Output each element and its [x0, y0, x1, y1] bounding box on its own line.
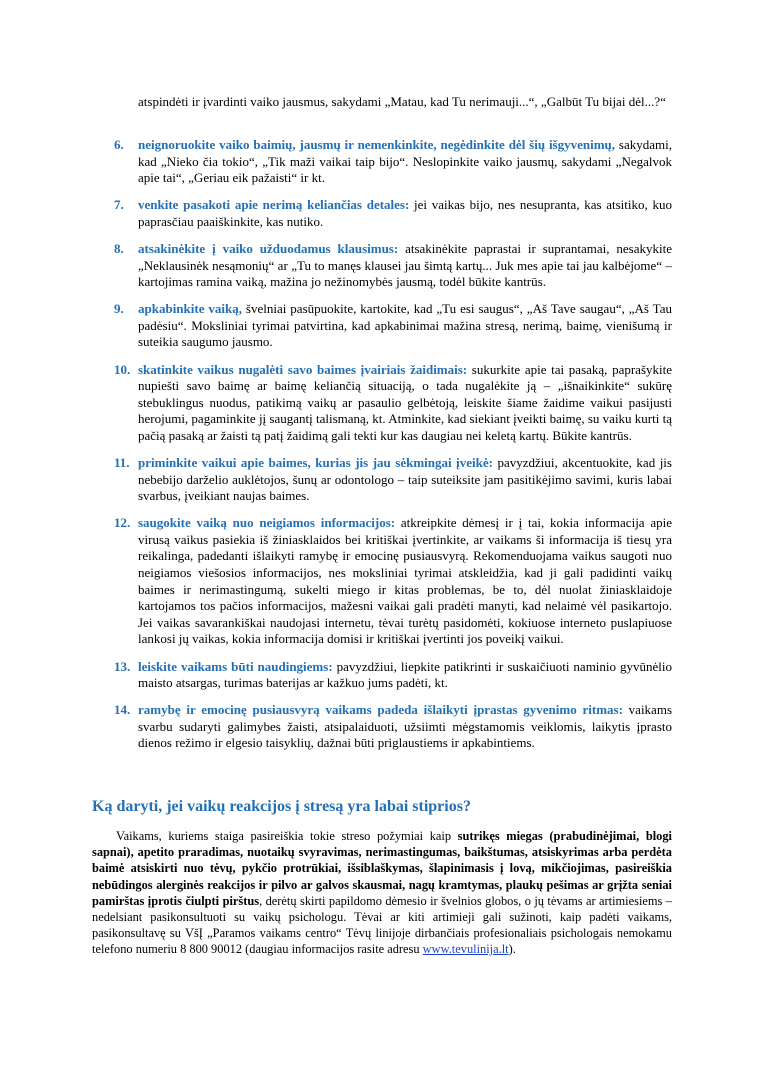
item-text: atsakinėkite paprastai ir suprantamai, nesakykite „Neklausinėk nesąmonių“ ar „Tu to manęs klausei jau šimtą kartų... Juk mes apie tai jau kalbėjome“ – kartojimas ramina vaiką, mažina jo nežinomybės jausmą, todėl būkite kantrūs. [138, 240, 672, 290]
item-lead: skatinkite vaikus nugalėti savo baimes įvairiais žaidimais: [138, 361, 468, 377]
item-text: atkreipkite dėmesį ir į tai, kokia informacija apie virusą vaikus pasiekia iš žiniasklaidos bei kritiškai įvertinkite, ar vaikams ši informacija iš tiesų yra reikalinga, padedanti išlaikyti ramybę ir emocinę pusiausvyrą. Rekomenduojama vaikus saugoti nuo neigiamos viešosios informacijos, nes moksliniai tyrimai atskleidžia, kad ji gali padidinti vaikų baimes ir nerimastingumą, sukelti miego ir kitas problemas, be to, dėl nuolat žiniasklaidoje kartojamos tos pačios informacijos, mažesni vaikai gali pradėti manyti, kad nelaimė vėl pasikartojo. Jei vaikas savarankiškai naudojasi internetu, tėvai turėtų pasidomėti, kokiuose interneto puslapiuose lankosi jų vaikas, kokia informacija domisi ir kritiškai įvertinti jos poveikį vaikui. [138, 515, 672, 647]
advice-item [104, 301, 672, 351]
item-number: 13. [114, 658, 131, 674]
item-number: 14. [114, 702, 131, 718]
paragraph-end: ). [508, 942, 516, 957]
item-number: 12. [114, 515, 131, 531]
item-lead: leiskite vaikams būti naudingiems: [138, 658, 333, 674]
paragraph-symptoms: sutrikęs miegas (prabudinėjimai, blogi sapnai), apetito praradimas, nuotaikų svyravimas, nerimastingumas, baikštumas, atsiskyrimas arba perdėta baimė atsiskirti nuo tėvų, pykčio protrūkiai, išsiblaškymas, šlapinimasis į lovą, mikčiojimas, pasireiškia nebūdingos alerginės reakcijos ir pilvo ar galvos skausmai, nagų kramtymas, plaukų pešimas ar grįžta seniai pamirštas įprotis čiulpti pirštus [92, 829, 672, 908]
item-text: jei vaikas bijo, nes nesupranta, kas atsitiko, kuo paprasčiau paaiškinkite, kas nutiko. [138, 197, 672, 229]
item-number: 6. [114, 137, 124, 152]
tevulinija-link[interactable]: www.tevulinija.lt [422, 942, 509, 957]
section-paragraph [92, 828, 672, 958]
item-text: vaikams svarbu sudaryti galimybes žaisti, atsipalaiduoti, užsiimti mėgstamomis veiklomis, laikytis įprasto dienos režimo ir elgesio taisyklių, dažnai būti priglaustiems ir apkabintiems. [138, 702, 673, 751]
section-heading: Ką daryti, jei vaikų reakcijos į stresą yra labai stiprios? [92, 798, 471, 815]
item-lead: priminkite vaikui apie baimes, kurias jis jau sėkmingai įveikė: [138, 455, 493, 470]
item-text: pavyzdžiui, liepkite patikrinti ir suskaičiuoti naminio gyvūnėlio maisto atsargas, turimas baterijas ar kažkuo jums padėti, kt. [138, 658, 672, 691]
item-lead: apkabinkite vaiką, [138, 301, 242, 317]
item-number: 10. [114, 361, 131, 377]
item-lead: saugokite vaiką nuo neigiamos informacijos: [138, 515, 396, 531]
item-text: švelniai pasūpuokite, kartokite, kad „Tu esi saugus“, „Aš Tave saugau“, „Aš Tau padėsiu“. Moksliniai tyrimai patvirtina, kad apkabinimai mažina stresą, nerimą, baimę, vienišumą ir suteikia saugumo jausmo. [138, 301, 672, 350]
item-text: sakydami, kad „Nieko čia tokio“, „Tik maži vaikai taip bijo“. Neslopinkite vaiko jausmų, sakydami „Negalvok apie tai“, „Geriau eik pažaisti“ ir kt. [138, 137, 672, 186]
advice-item [104, 455, 672, 505]
advice-item [104, 659, 672, 692]
advice-item [104, 197, 672, 230]
item-lead: atsakinėkite į vaiko užduodamus klausimus: [138, 240, 399, 256]
item-number: 11. [114, 455, 130, 470]
continuation-text: atspindėti ir įvardinti vaiko jausmus, sakydami „Matau, kad Tu nerimauji...“, „Galbūt Tu bijai dėl...?“ [138, 94, 666, 109]
item-number: 9. [114, 301, 124, 317]
item-text: pavyzdžiui, akcentuokite, kad jis nebebijo darželio auklėtojos, šunų ar odontologo – taip suteiksite jam pasitikėjimo savimi, kuris labai svarbus, įveikiant naujas baimes. [138, 455, 672, 504]
advice-item [104, 362, 672, 445]
advice-item [104, 702, 672, 752]
item-text: sukurkite apie tai pasaką, paprašykite nupiešti savo baimę ar baimę keliančią situaciją, o tada nugalėkite ją – „išnaikinkite“ sukūrę stebuklingus nuodus, patikimą vaikų ar pasaulio gelbėtoją, leiskite šiame žaidime vaikui pasijusti herojumi, pagaminkite jį saugantį talismaną, kt. Atminkite, kad siekiant įveikti baimę, su vaiku kurti tą pačią pasaką ar žaisti tą patį žaidimą gali tekti kur kas daugiau nei keletą kartų. Būkite kantrūs. [138, 361, 672, 443]
item-number: 8. [114, 240, 124, 256]
item-number: 7. [114, 197, 124, 213]
item-lead: venkite pasakoti apie nerimą keliančias detales: [138, 197, 410, 213]
advice-item [104, 241, 672, 291]
item-lead: neignoruokite vaiko baimių, jausmų ir nemenkinkite, negėdinkite dėl šių išgyvenimų, [138, 137, 616, 152]
paragraph-intro: Vaikams, kuriems staiga pasireiškia tokie streso požymiai kaip [116, 829, 458, 843]
advice-item [104, 515, 672, 648]
advice-item [104, 137, 672, 187]
item-lead: ramybę ir emocinę pusiausvyrą vaikams padeda išlaikyti įprastas gyvenimo ritmas: [138, 702, 623, 718]
paragraph-body: , derėtų skirti papildomo dėmesio ir švelnios globos, o jų tėvams ar artimiesiems – nedelsiant pasikonsultuoti su vaikų psichologu. Tėvai ar kiti artimieji gali sužinoti, kaip padėti vaikams, pasikonsultavę su VšĮ „Paramos vaikams centro“ Tėvų linijoje dirbančiais profesionaliais psichologais nemokamu telefono numeriu 8 800 90012 (daugiau informacijos rasite adresu [92, 893, 672, 957]
advice-list [104, 137, 672, 763]
